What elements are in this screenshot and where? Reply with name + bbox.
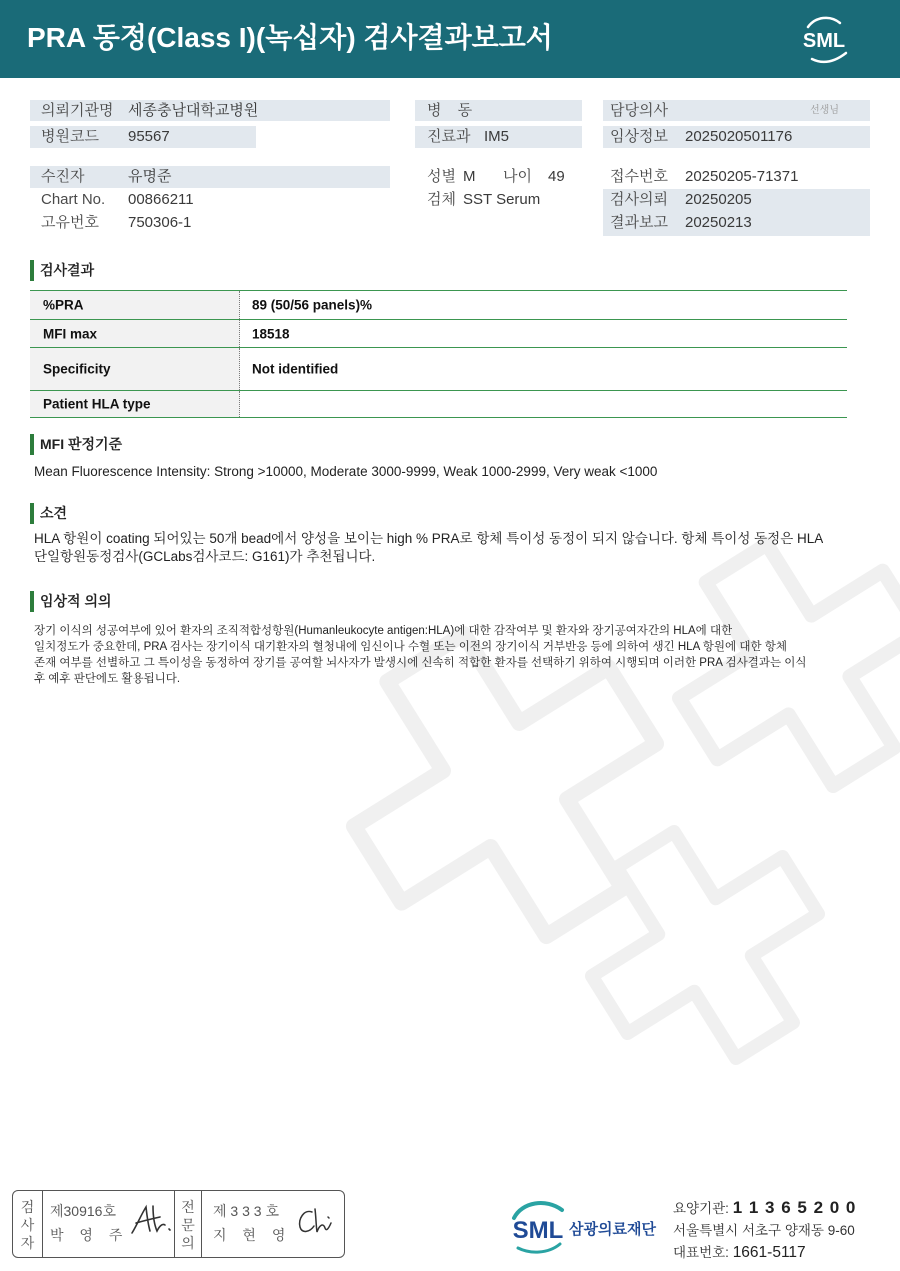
institution-code-label: 요양기관: (673, 1201, 729, 1216)
hospital-code-field (30, 126, 256, 148)
age-value: 49 (548, 168, 565, 185)
clinical-significance-line: 장기 이식의 성공여부에 있어 환자의 조직적합성항원(Humanleukocyte antigen:HLA)에 대한 감작여부 및 환자와 장기공여자간의 HLA에 대한 (34, 625, 733, 637)
ward-label: 병 동 (427, 102, 473, 119)
table-row (30, 390, 847, 417)
chart-no-value: 00866211 (128, 191, 194, 208)
specialist-title: 전문의 (181, 1199, 195, 1251)
results-table (30, 290, 847, 418)
logo-swoosh-bottom (518, 1244, 560, 1252)
institution-label: 의뢰기관명 (41, 102, 114, 119)
row-label: Specificity (43, 361, 111, 377)
row-label: MFI max (43, 326, 98, 341)
table-row (30, 347, 847, 390)
mfi-criteria-heading: MFI 판정기준 (30, 434, 122, 455)
table-label-cell (30, 291, 240, 319)
specialist-license: 제 3 3 3 호 (213, 1203, 279, 1219)
patient-name-field (30, 166, 390, 188)
clinical-significance-heading: 임상적 의의 (30, 591, 112, 612)
dates-field (603, 189, 870, 236)
hospital-code-value: 95567 (128, 128, 170, 145)
table-value-cell (240, 348, 847, 390)
row-value: 18518 (252, 326, 290, 341)
request-date-label: 검사의뢰 (610, 191, 668, 208)
phone-line (673, 1242, 806, 1264)
phone-label: 대표번호: (673, 1245, 729, 1260)
clinical-info-value: 2025020501176 (685, 128, 793, 145)
signature-stroke (132, 1206, 170, 1233)
doctor-label: 담당의사 (610, 102, 668, 119)
phone-value: 1661-5117 (732, 1244, 806, 1261)
institution-code-value: 1 1 3 6 5 2 0 0 (732, 1198, 857, 1217)
clinical-info-field (603, 126, 870, 148)
report-date-label: 결과보고 (610, 214, 668, 231)
table-row (30, 319, 847, 347)
receipt-no-label: 접수번호 (610, 168, 668, 185)
logo-swoosh (514, 1203, 562, 1218)
ward-field (415, 100, 582, 121)
table-label-cell (30, 348, 240, 390)
row-value: 89 (50/56 panels)% (252, 297, 373, 313)
receipt-no-value: 20250205-71371 (685, 168, 799, 185)
opinion-line: 단일항원동정검사(GCLabs검사코드: G161)가 추천됩니다. (34, 549, 376, 564)
department-label: 진료과 (427, 128, 471, 145)
logo-arc-bottom (812, 53, 846, 62)
sml-foundation-logo-icon (508, 1196, 568, 1256)
doctor-suffix: 선생님 (810, 105, 839, 116)
row-label: Patient HLA type (43, 396, 151, 412)
organization-name: 삼광의료재단 (569, 1221, 656, 1238)
table-label-cell (30, 320, 240, 347)
sex-label: 성별 (427, 168, 456, 185)
institution-code-line (673, 1197, 856, 1220)
request-date-value: 20250205 (685, 191, 752, 208)
row-value: Not identified (252, 361, 339, 377)
doctor-field (603, 100, 870, 121)
report-title: PRA 동정(Class I)(녹십자) 검사결과보고서 (27, 22, 553, 53)
opinion-line: HLA 항원이 coating 되어있는 50개 bead에서 양성을 보이는 high % PRA로 항체 특이성 동정이 되지 않습니다. 항체 특이성 동정은 HLA (34, 531, 824, 546)
specialist-signature (294, 1205, 336, 1239)
department-value: IM5 (484, 128, 510, 145)
row-label: %PRA (43, 297, 84, 313)
table-value-cell (240, 291, 847, 319)
institution-field (30, 100, 390, 121)
technician-title: 검사자 (20, 1199, 35, 1251)
table-row (30, 291, 847, 319)
specialist-title-column (174, 1191, 202, 1257)
specimen-label: 검체 (427, 191, 456, 208)
logo-arc-top (808, 18, 840, 27)
clinical-significance-line: 일치정도가 중요한데, PRA 검사는 장기이식 대기환자의 혈청내에 임신이나 수혈 또는 이전의 장기이식 거부반응 등에 의하여 생긴 HLA 항원에 대한 항체 (34, 641, 787, 653)
org-logo-text: SML (512, 1217, 564, 1244)
clinical-significance-line: 후 예후 판단에도 활용됩니다. (34, 673, 181, 685)
signature-box (12, 1190, 345, 1258)
signature-stroke (300, 1209, 331, 1232)
clinical-info-label: 임상정보 (610, 128, 668, 145)
institution-value: 세종충남대학교병원 (128, 102, 259, 119)
opinion-heading: 소견 (30, 503, 67, 524)
technician-name: 박 영 주 (50, 1227, 123, 1243)
organization-address: 서울특별시 서초구 양재동 9-60 (673, 1223, 855, 1238)
specialist-name: 지 현 영 (213, 1227, 286, 1243)
technician-signature (129, 1201, 173, 1239)
logo-text: SML (802, 30, 846, 52)
table-value-cell (240, 391, 847, 417)
age-label: 나이 (503, 168, 532, 185)
report-header (0, 0, 900, 78)
specimen-value: SST Serum (463, 191, 541, 208)
patient-name-value: 유명준 (128, 168, 172, 185)
technician-license: 제30916호 (50, 1203, 116, 1219)
table-label-cell (30, 391, 240, 417)
patient-name-label: 수진자 (41, 168, 85, 185)
chart-no-label: Chart No. (41, 191, 106, 208)
table-value-cell (240, 320, 847, 347)
department-field (415, 126, 582, 148)
unique-no-value: 750306-1 (128, 214, 192, 231)
technician-title-column (13, 1191, 43, 1257)
report-date-value: 20250213 (685, 214, 752, 231)
sml-logo-icon (794, 9, 854, 69)
sex-value: M (463, 168, 476, 185)
unique-no-label: 고유번호 (41, 214, 99, 231)
clinical-significance-line: 존재 여부를 선별하고 그 특이성을 동정하여 장기를 공여할 뇌사자가 발생시에 신속히 적합한 환자를 선택하기 위하여 시행되며 이러한 PRA 검사결과는 이식 (34, 657, 807, 669)
hospital-code-label: 병원코드 (41, 128, 99, 145)
mfi-criteria-text: Mean Fluorescence Intensity: Strong >10000, Moderate 3000-9999, Weak 1000-2999, Very weak <1000 (34, 464, 658, 479)
results-heading: 검사결과 (30, 260, 94, 281)
